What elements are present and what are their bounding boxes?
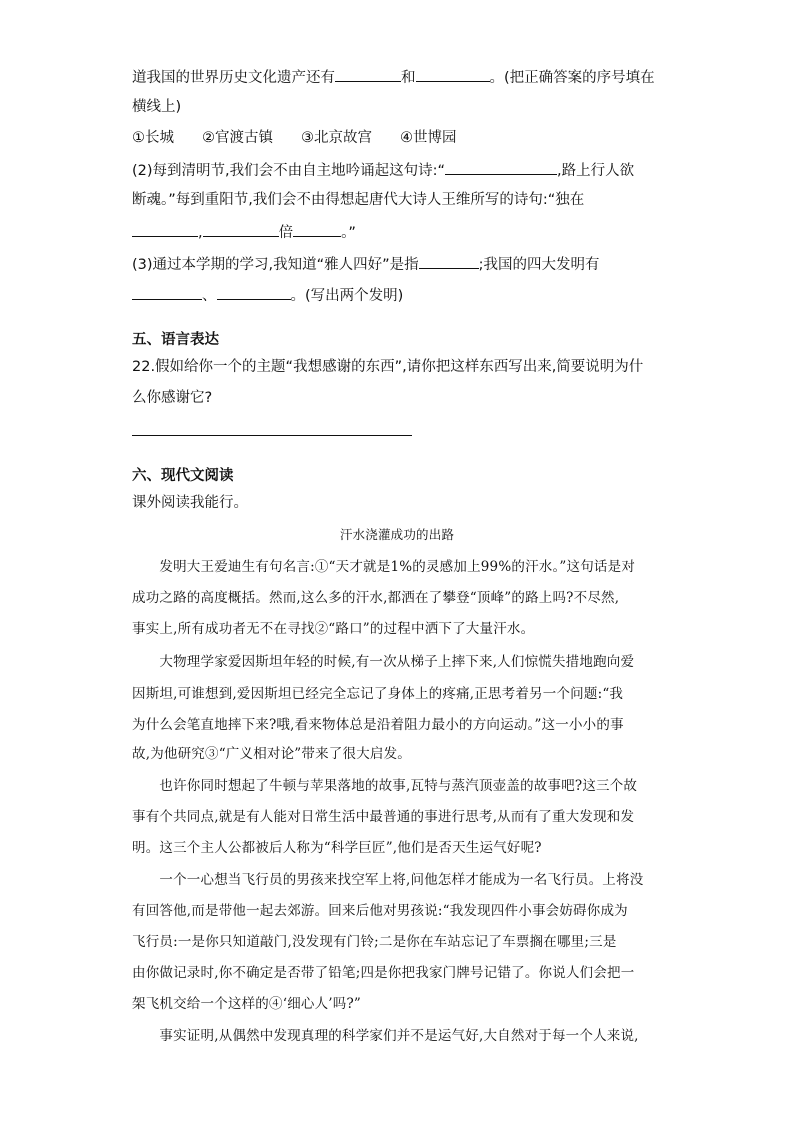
q21-part3-line2: 、 。(写出两个发明): [132, 284, 403, 306]
option-3: ③北京故宫: [301, 130, 372, 146]
article-line: 一个一心想当飞行员的男孩来找空军上将,问他怎样才能成为一名飞行员。上将没: [132, 872, 644, 888]
article-line: 明。这三个主人公都被后人称为“科学巨匠”,他们是否天生运气好呢?: [132, 840, 542, 856]
article-line: 事有个共同点,就是有人能对日常生活中最普通的事进行思考,从而有了重大发现和发: [132, 809, 635, 825]
q21-options: [132, 128, 485, 148]
section-6-intro: 课外阅读我能行。: [132, 495, 248, 511]
article-line: 发明大王爱迪生有句名言:①“天才就是1%的灵感加上99%的汗水。”这句话是对: [132, 559, 636, 575]
article-line: 大物理学家爱因斯坦年轻的时候,有一次从梯子上摔下来,人们惊慌失措地跑向爱: [132, 654, 635, 670]
blank-1[interactable]: [335, 66, 401, 82]
section-6-heading: 六、现代文阅读: [132, 468, 234, 484]
article-line: 也许你同时想起了牛顿与苹果落地的故事,瓦特与蒸汽顶壶盖的故事吧?这三个故: [132, 778, 638, 794]
blank-3[interactable]: [445, 159, 557, 175]
blank-8[interactable]: [132, 284, 202, 300]
blank-6[interactable]: [293, 221, 341, 237]
q21-part2-line3: , 倍 。”: [132, 221, 356, 243]
article-line: 为什么会笔直地摔下来?哦,看来物体总是沿着阻力最小的方向运动。”这一小小的事: [132, 717, 624, 733]
q22-line2: 么你感谢它?: [132, 390, 213, 406]
q21-part2-line1: (2)每到清明节,我们会不由自主地吟诵起这句诗:“ ,路上行人欲: [132, 159, 634, 181]
option-2: ②官渡古镇: [202, 130, 273, 146]
article-title: 汗水浇灌成功的出路: [339, 527, 455, 542]
blank-2[interactable]: [416, 66, 490, 82]
option-4: ④世博园: [400, 130, 457, 146]
article-line: 由你做记录时,你不确定是否带了铅笔;四是你把我家门牌号记错了。你说人们会把一: [132, 965, 635, 981]
q21-line2: 横线上): [132, 99, 182, 115]
blank-4[interactable]: [132, 221, 198, 237]
article-line: 事实证明,从偶然中发现真理的科学家们并不是运气好,大自然对于每一个人来说,: [132, 1028, 639, 1044]
article-line: 有回答他,而是带他一起去郊游。回来后他对男孩说:“我发现四件小事会妨碍你成为: [132, 903, 628, 919]
article-line: 架飞机交给一个这样的④‘细心人’吗?”: [132, 996, 362, 1012]
q22-line1: 22.假如给你一个的主题“我想感谢的东西”,请你把这样东西写出来,简要说明为什: [132, 359, 644, 375]
blank-9[interactable]: [217, 284, 291, 300]
article-line: 因斯坦,可谁想到,爱因斯坦已经完全忘记了身体上的疼痛,正思考着另一个问题:“我: [132, 686, 624, 702]
article-line: 飞行员:一是你只知道敲门,没发现有门铃;二是你在车站忘记了车票搁在哪里;三是: [132, 934, 617, 950]
blank-7[interactable]: [419, 253, 479, 269]
section-5-heading: 五、语言表达: [132, 332, 219, 348]
article-line: 故,为他研究③“广义相对论”带来了很大启发。: [132, 746, 411, 762]
article-line: 事实上,所有成功者无不在寻找②“路口”的过程中洒下了大量汗水。: [132, 621, 535, 637]
q21-part3-line1: (3)通过本学期的学习,我知道“雅人四好”是指 ;我国的四大发明有: [132, 253, 600, 275]
q21-part2-line2: 断魂。”每到重阳节,我们会不由得想起唐代大诗人王维所写的诗句:“独在: [132, 192, 585, 208]
q22-answer-line[interactable]: [132, 435, 412, 436]
option-1: ①长城: [132, 130, 174, 146]
q21-line1: 道我国的世界历史文化遗产还有 和 。(把正确答案的序号填在: [132, 66, 655, 88]
blank-5[interactable]: [203, 221, 279, 237]
article-line: 成功之路的高度概括。然而,这么多的汗水,都洒在了攀登“顶峰”的路上吗?不尽然,: [132, 590, 620, 606]
